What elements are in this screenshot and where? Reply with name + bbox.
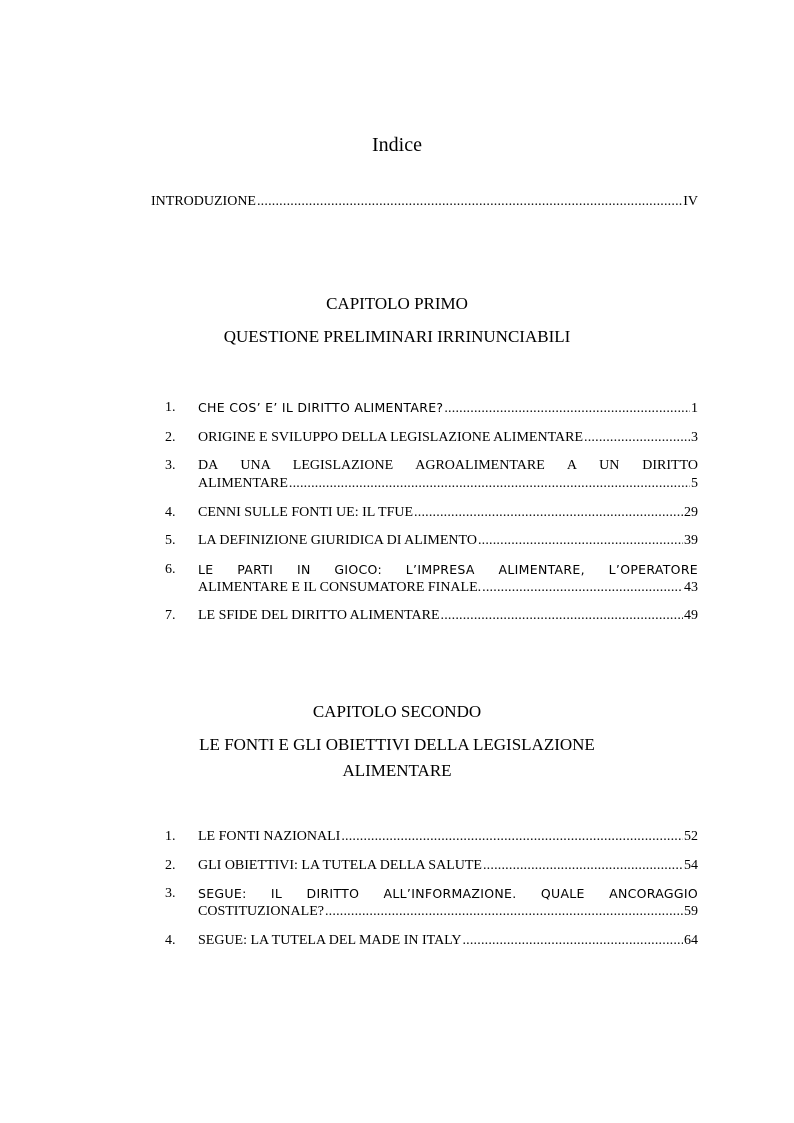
entry-number: 3. bbox=[165, 458, 176, 473]
chapter-heading: CAPITOLO SECONDO bbox=[312, 702, 482, 721]
toc-entry[interactable] bbox=[165, 429, 698, 447]
entry-page: 52 bbox=[684, 829, 698, 844]
dot-leader bbox=[462, 932, 683, 950]
entry-title-line-2: COSTITUZIONALE? bbox=[198, 904, 324, 919]
entry-page: 54 bbox=[684, 857, 698, 873]
entry-page: 43 bbox=[684, 579, 698, 595]
entry-number: 6. bbox=[165, 561, 176, 577]
entry-page: 64 bbox=[684, 932, 698, 948]
entry-page: 5 bbox=[691, 476, 698, 491]
entry-page: 29 bbox=[684, 504, 698, 520]
entry-number: 5. bbox=[165, 533, 176, 548]
dot-leader bbox=[257, 194, 682, 210]
entry-title: CENNI SULLE FONTI UE: IL TFUE bbox=[198, 504, 414, 520]
entry-page: 59 bbox=[684, 904, 698, 919]
dot-leader bbox=[584, 429, 690, 447]
entry-number: 7. bbox=[165, 608, 176, 623]
entry-number: 4. bbox=[165, 504, 176, 520]
chapter-1-toc bbox=[165, 399, 698, 636]
dot-leader bbox=[341, 828, 683, 846]
entry-number: 2. bbox=[165, 857, 176, 873]
chapter-heading: CAPITOLO PRIMO bbox=[326, 294, 468, 313]
entry-number: 3. bbox=[165, 886, 176, 901]
dot-leader bbox=[414, 504, 683, 522]
entry-title: GLI OBIETTIVI: LA TUTELA DELLA SALUTE bbox=[198, 857, 482, 873]
toc-entry-introduzione[interactable] bbox=[151, 194, 698, 210]
toc-entry[interactable] bbox=[165, 504, 698, 522]
chapter-name: LE FONTI E GLI OBIETTIVI DELLA LEGISLAZIONE ALIMENTARE bbox=[199, 735, 595, 780]
chapter-1-header bbox=[0, 287, 794, 353]
chapter-2-header bbox=[0, 695, 794, 784]
toc-entry[interactable] bbox=[165, 457, 698, 493]
page-title: Indice bbox=[372, 134, 422, 156]
chapter-name: QUESTIONE PRELIMINARI IRRINUNCIABILI bbox=[223, 327, 571, 346]
toc-entry[interactable] bbox=[165, 561, 698, 597]
toc-entry[interactable] bbox=[165, 532, 698, 550]
entry-title: INTRODUZIONE bbox=[151, 194, 256, 209]
entry-title-line-2: ALIMENTARE E IL CONSUMATORE FINALE. bbox=[198, 579, 482, 595]
entry-number: 1. bbox=[165, 400, 176, 415]
toc-entry[interactable] bbox=[165, 607, 698, 625]
toc-entry[interactable] bbox=[165, 857, 698, 875]
entry-title: LA DEFINIZIONE GIURIDICA DI ALIMENTO bbox=[198, 533, 477, 548]
toc-entry[interactable] bbox=[165, 932, 698, 950]
entry-title-line-1: LE PARTI IN GIOCO: L’IMPRESA ALIMENTARE, L’OPERATORE bbox=[198, 561, 698, 577]
entry-title-line-1: DA UNA LEGISLAZIONE AGROALIMENTARE A UN DIRITTO bbox=[198, 458, 698, 473]
entry-page: 39 bbox=[684, 533, 698, 548]
toc-entry[interactable] bbox=[165, 828, 698, 846]
entry-title: LE SFIDE DEL DIRITTO ALIMENTARE bbox=[198, 608, 440, 623]
dot-leader bbox=[483, 857, 683, 875]
chapter-2-toc bbox=[165, 828, 698, 960]
entry-page: 3 bbox=[691, 429, 698, 445]
entry-number: 2. bbox=[165, 429, 176, 445]
toc-entry[interactable] bbox=[165, 399, 698, 418]
dot-leader bbox=[478, 532, 683, 550]
entry-page: IV bbox=[683, 194, 698, 209]
entry-page: 1 bbox=[691, 401, 698, 416]
dot-leader bbox=[482, 579, 683, 597]
entry-number: 1. bbox=[165, 829, 176, 844]
entry-title: CHE COS’ E’ IL DIRITTO ALIMENTARE? bbox=[198, 400, 444, 415]
entry-title: SEGUE: LA TUTELA DEL MADE IN ITALY bbox=[198, 932, 462, 948]
dot-leader bbox=[444, 400, 690, 418]
dot-leader bbox=[441, 607, 683, 625]
toc-entry[interactable] bbox=[165, 885, 698, 921]
entry-title-line-2: ALIMENTARE bbox=[198, 476, 288, 491]
entry-title: ORIGINE E SVILUPPO DELLA LEGISLAZIONE ALIMENTARE bbox=[198, 429, 584, 445]
dot-leader bbox=[325, 903, 683, 921]
entry-title-line-1: SEGUE: IL DIRITTO ALL’INFORMAZIONE. QUALE ANCORAGGIO bbox=[198, 886, 698, 901]
dot-leader bbox=[289, 475, 690, 493]
entry-page: 49 bbox=[684, 608, 698, 623]
entry-title: LE FONTI NAZIONALI bbox=[198, 829, 341, 844]
entry-number: 4. bbox=[165, 932, 176, 948]
